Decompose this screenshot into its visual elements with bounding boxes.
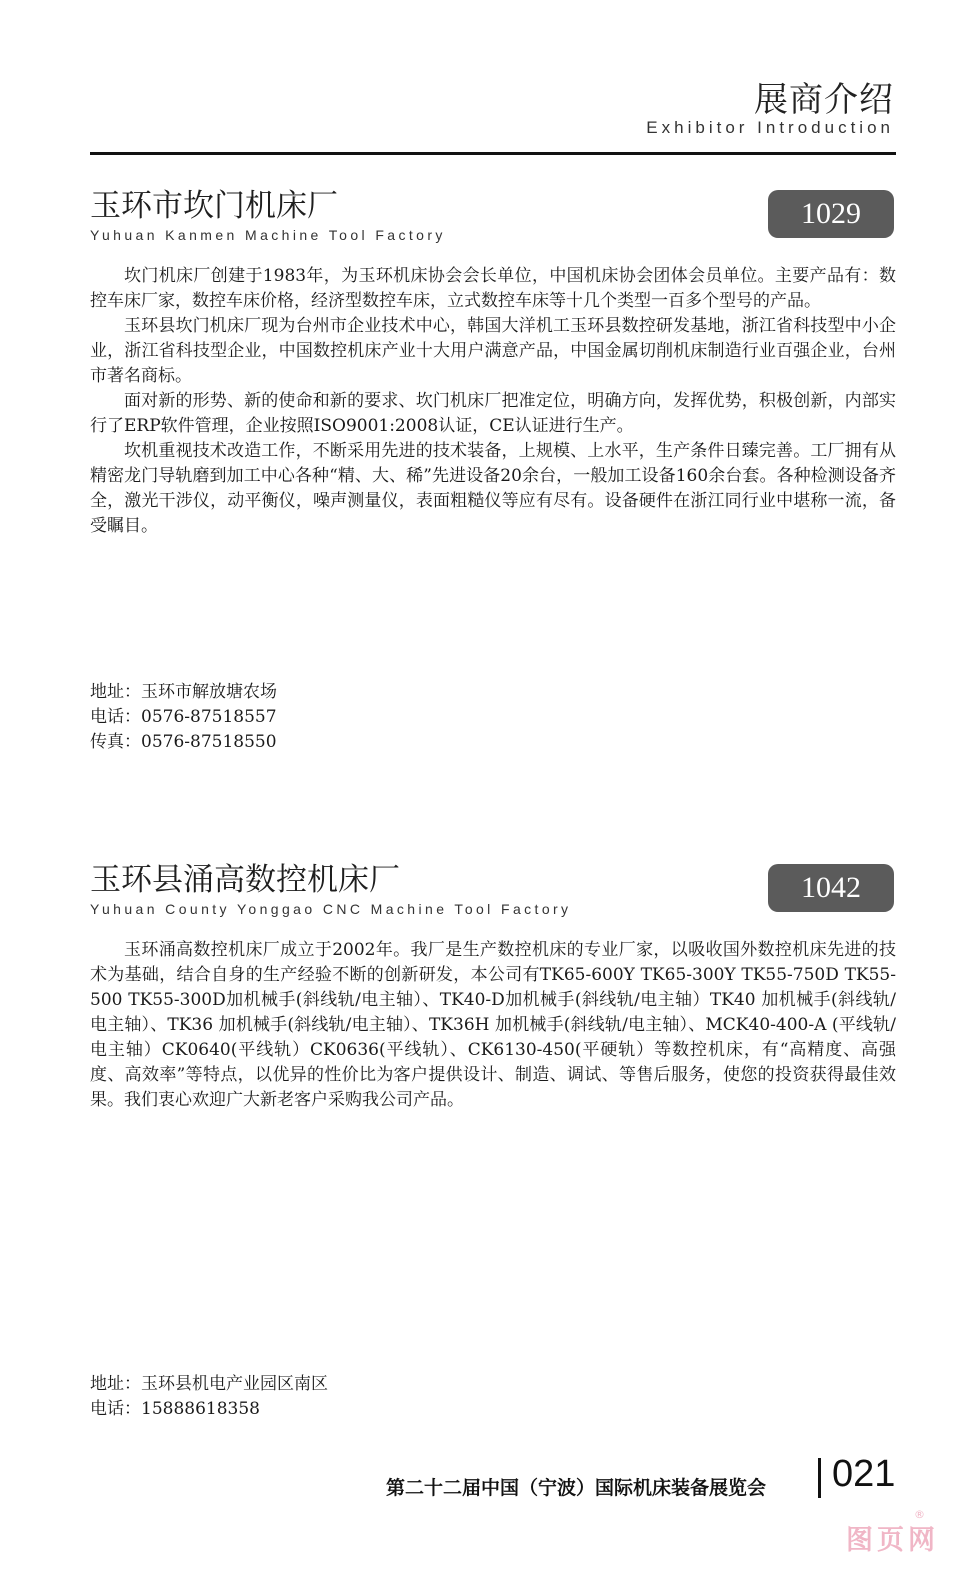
description-paragraph: 面对新的形势、新的使命和新的要求、坎门机床厂把准定位，明确方向，发挥优势，积极创新，内部实行了ERP软件管理，企业按照ISO9001:2008认证，CE认证进行生产。 (90, 391, 896, 436)
section-subtitle: Exhibitor Introduction (646, 118, 894, 137)
company-description (90, 264, 896, 539)
section-title: 展商介绍 (754, 80, 894, 120)
contact-info (90, 680, 277, 755)
booth-number-badge: 1042 (768, 864, 894, 912)
watermark-logo: 图页网 (846, 1525, 939, 1556)
company-entry-kanmen (90, 186, 896, 752)
company-name-en: Yuhuan Kanmen Machine Tool Factory (90, 227, 446, 243)
description-paragraph: 玉环县坎门机床厂现为台州市企业技术中心，韩国大洋机工玉环县数控研发基地，浙江省科技型中小企业，浙江省科技型企业，中国数控机床产业十大用户满意产品，中国金属切削机床制造行业百强企业，台州市著名商标。 (90, 316, 896, 386)
phone-line: 电话：0576-87518557 (90, 707, 277, 727)
contact-info (90, 1372, 328, 1422)
company-entry-yonggao (90, 860, 896, 1419)
description-paragraph: 坎门机床厂创建于1983年，为玉环机床协会会长单位，中国机床协会团体会员单位。主要产品有：数控车床厂家，数控车床价格，经济型数控车床，立式数控车床等十几个类型一百多个型号的产品。 (90, 266, 896, 311)
registered-mark: ® (914, 1508, 925, 1521)
header-divider (90, 152, 896, 155)
exhibition-name: 第二十二届中国（宁波）国际机床装备展览会 (386, 1477, 767, 1499)
phone-line: 电话：15888618358 (90, 1399, 260, 1419)
company-name: 玉环县涌高数控机床厂 (90, 862, 400, 898)
company-name-en: Yuhuan County Yonggao CNC Machine Tool Factory (90, 901, 572, 917)
page-number: 021 (832, 1453, 896, 1495)
fax-line: 传真：0576-87518550 (90, 732, 277, 752)
address-line: 地址：玉环县机电产业园区南区 (90, 1374, 328, 1394)
booth-number-badge: 1029 (768, 190, 894, 238)
company-description (90, 938, 896, 1113)
footer-divider (818, 1458, 821, 1498)
address-line: 地址：玉环市解放塘农场 (90, 682, 277, 702)
description-paragraph: 坎机重视技术改造工作，不断采用先进的技术装备，上规模、上水平，生产条件日臻完善。工厂拥有从精密龙门导轨磨到加工中心各种“精、大、稀”先进设备20余台，一般加工设备160余台套。各种检测设备齐全，激光干涉仪，动平衡仪，噪声测量仪，表面粗糙仪等应有尽有。设备硬件在浙江同行业中堪称一流，备受瞩目。 (90, 441, 896, 536)
description-paragraph: 玉环涌高数控机床厂成立于2002年。我厂是生产数控机床的专业厂家，以吸收国外数控机床先进的技术为基础，结合自身的生产经验不断的创新研发，本公司有TK65-600Y TK65-300Y TK55-750D TK55-500 TK55-300D加机械手(斜线轨/电主轴）、TK40-D加机械手(斜线轨/电主轴）TK40 加机械手(斜线轨/电主轴）、TK36 加机械手(斜线轨/电主轴）、TK36H 加机械手(斜线轨/电主轴）、MCK40-400-A (平线轨/电主轴）CK0640(平线轨）CK0636(平线轨）、CK6130-450(平硬轨）等数控机床，有“高精度、高强度、高效率”等特点，以优异的性价比为客户提供设计、制造、调试、等售后服务，使您的投资获得最佳效果。我们衷心欢迎广大新老客户采购我公司产品。 (90, 940, 896, 1110)
company-name: 玉环市坎门机床厂 (90, 188, 338, 224)
